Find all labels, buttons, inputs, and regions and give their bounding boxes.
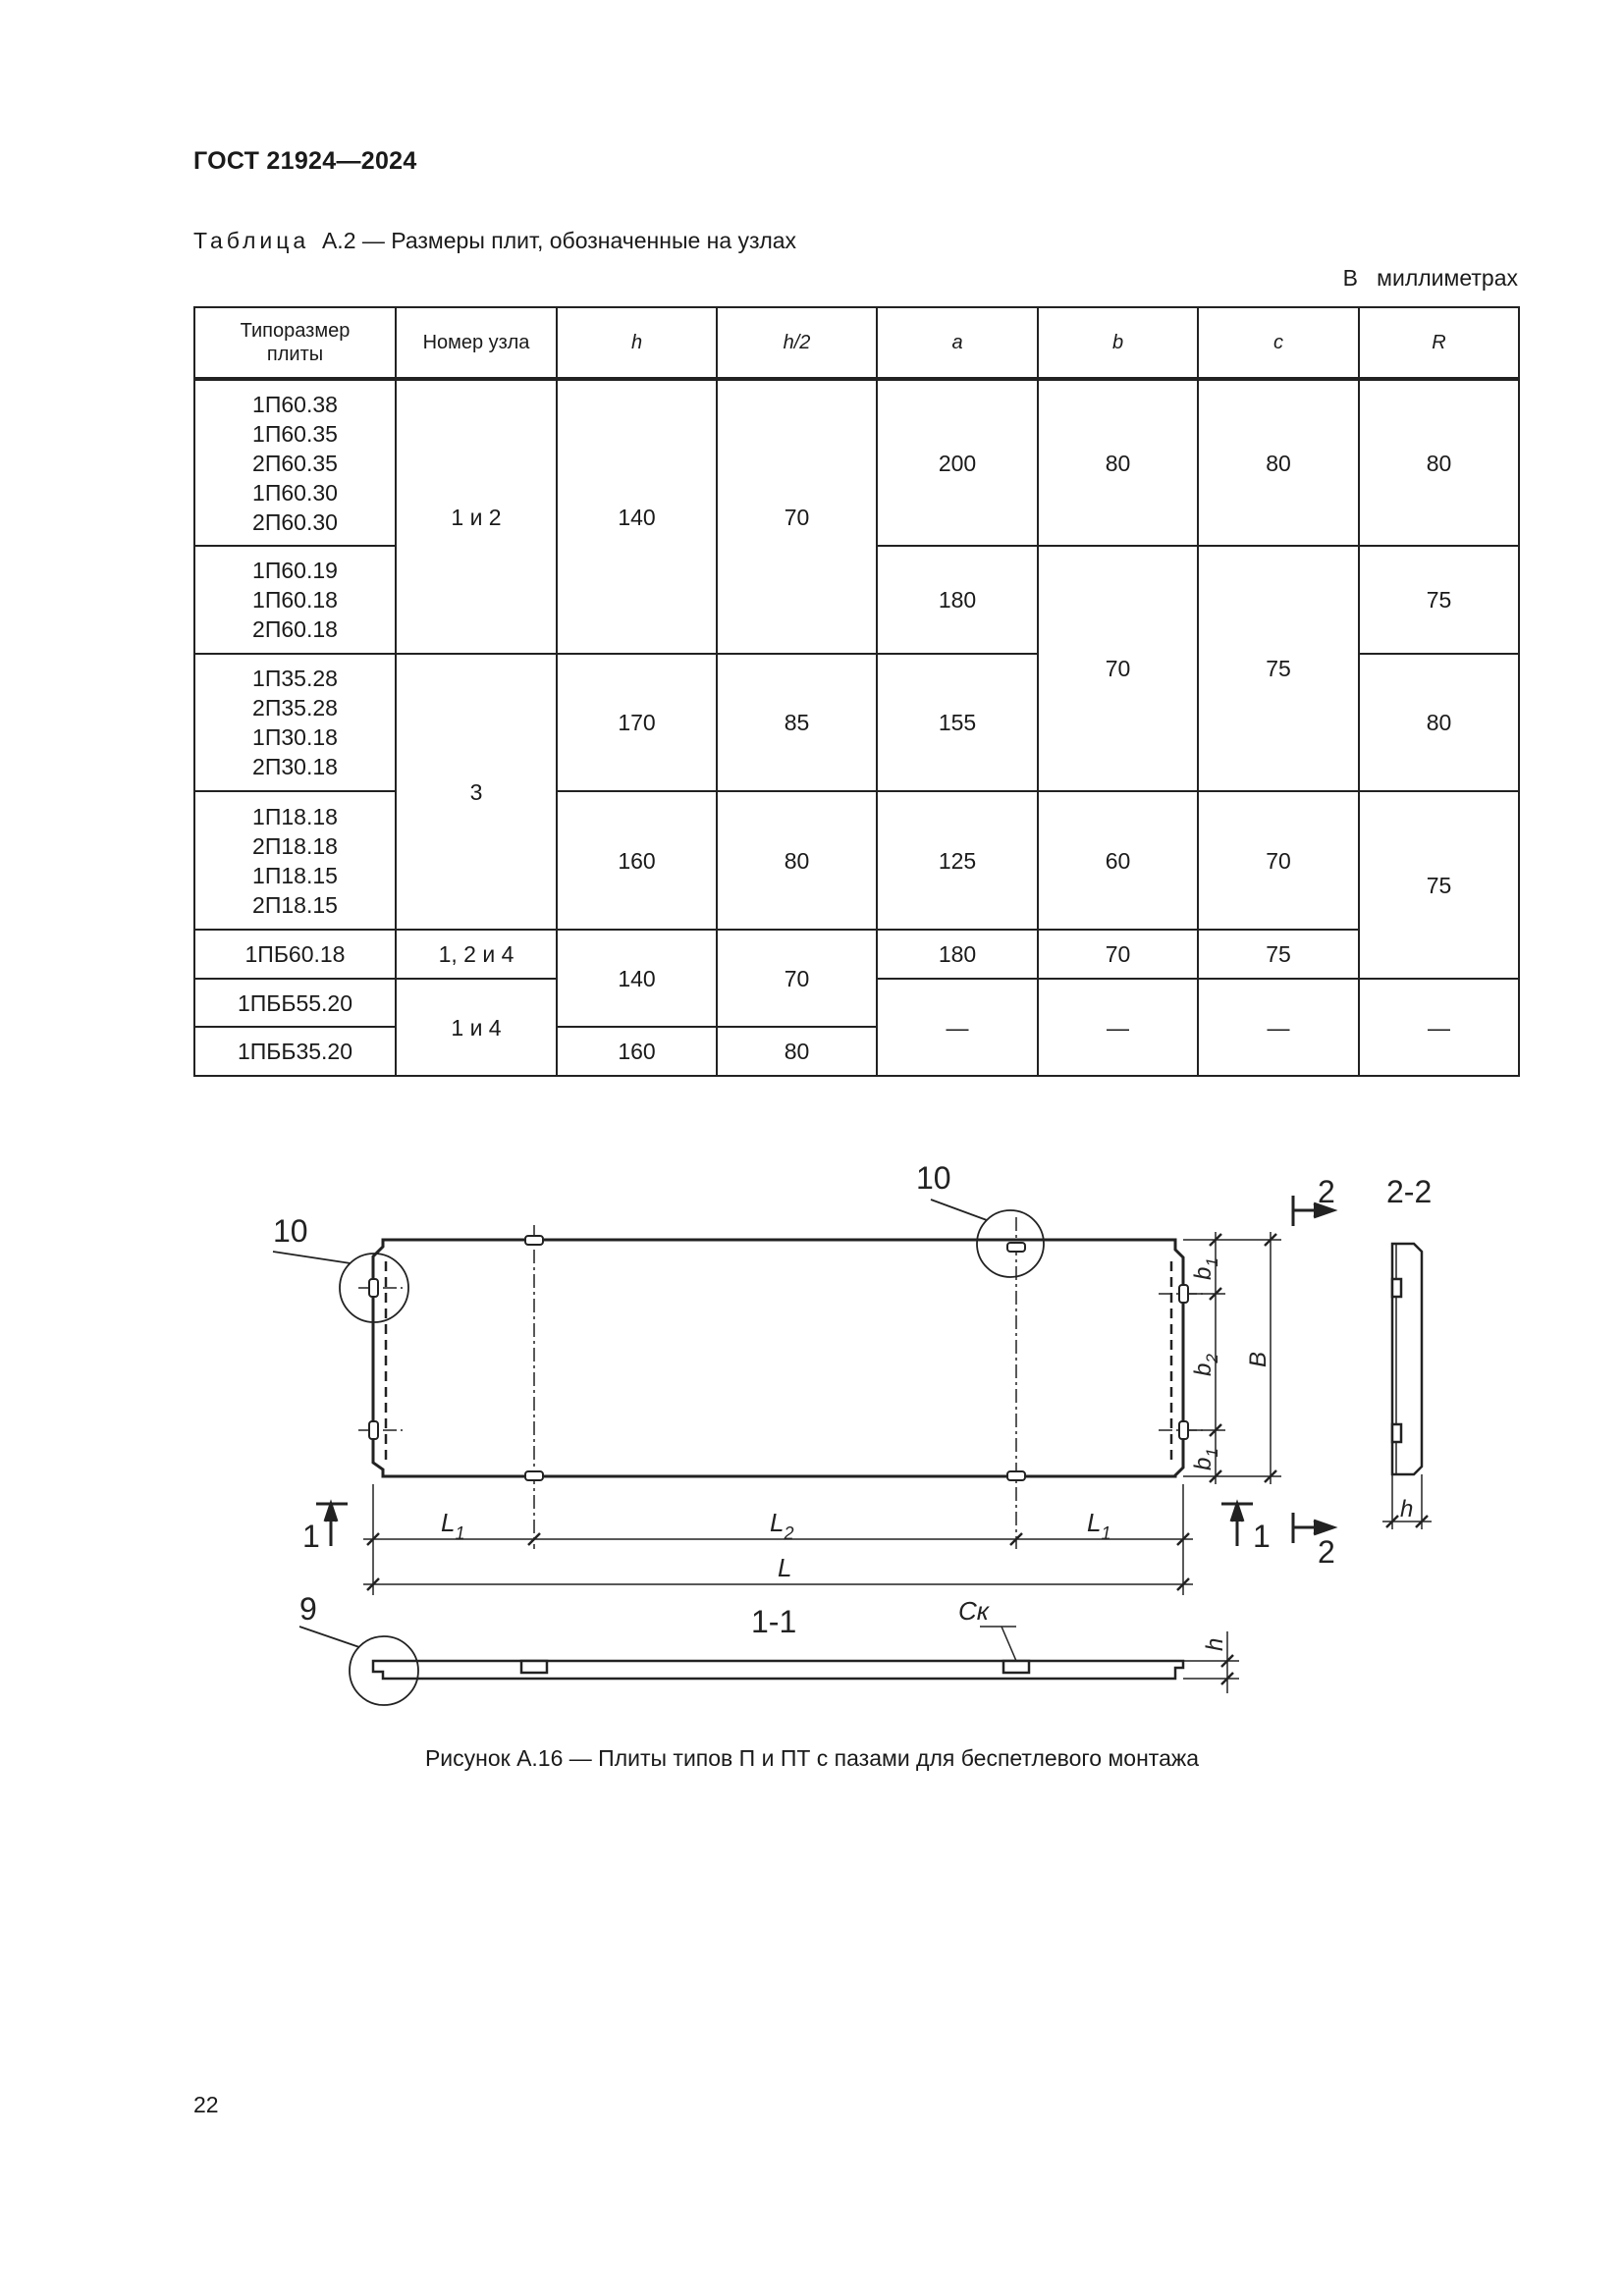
c-cell: 75 xyxy=(1198,546,1359,791)
col-header-h: h xyxy=(557,307,717,379)
b-cell: — xyxy=(1038,979,1198,1076)
cut-label-2-top: 2 xyxy=(1318,1174,1335,1209)
node-cell: 1 и 2 xyxy=(396,379,557,654)
dim-b1-top: $b_1$ xyxy=(1190,1257,1221,1280)
node-cell: 1 и 4 xyxy=(396,979,557,1076)
units-note: В миллиметрах xyxy=(1342,265,1518,291)
h-cell: 160 xyxy=(557,791,717,930)
dim-L: L xyxy=(778,1553,792,1582)
node-label-10-left: 10 xyxy=(273,1213,308,1249)
col-header-a: a xyxy=(877,307,1038,379)
h-half-cell: 85 xyxy=(717,654,877,791)
slab-grooves xyxy=(369,1236,1188,1480)
type-cell: 1П60.19 1П60.18 2П60.18 xyxy=(194,546,396,654)
document-header: ГОСТ 21924—2024 xyxy=(193,147,417,175)
a-cell: — xyxy=(877,979,1038,1076)
b-cell: 80 xyxy=(1038,379,1198,546)
dim-h-section: h xyxy=(1202,1637,1228,1651)
cut-label-1-left: 1 xyxy=(302,1519,320,1554)
type-cell: 1П35.28 2П35.28 1П30.18 2П30.18 xyxy=(194,654,396,791)
R-cell: 75 xyxy=(1359,791,1519,979)
b-cell: 70 xyxy=(1038,930,1198,979)
dim-L1-left: $L_1$ xyxy=(441,1508,465,1543)
c-cell: 70 xyxy=(1198,791,1359,930)
h-half-cell: 80 xyxy=(717,791,877,930)
cut-label-1-right: 1 xyxy=(1253,1519,1271,1554)
R-cell: 75 xyxy=(1359,546,1519,654)
c-cell: 75 xyxy=(1198,930,1359,979)
dim-h-side: h xyxy=(1400,1496,1414,1522)
col-header-b: b xyxy=(1038,307,1198,379)
c-cell: 80 xyxy=(1198,379,1359,546)
b-cell: 60 xyxy=(1038,791,1198,930)
h-half-cell: 70 xyxy=(717,930,877,1027)
dim-b1-bottom: $b_1$ xyxy=(1190,1448,1221,1470)
b-cell: 70 xyxy=(1038,546,1198,791)
col-header-R: R xyxy=(1359,307,1519,379)
h-cell: 140 xyxy=(557,930,717,1027)
h-half-cell: 80 xyxy=(717,1027,877,1076)
type-cell: 1ПБ60.18 xyxy=(194,930,396,979)
a-cell: 200 xyxy=(877,379,1038,546)
section-label-2-2: 2-2 xyxy=(1386,1174,1433,1209)
dim-L1-right: $L_1$ xyxy=(1087,1508,1111,1543)
type-cell: 1ПББ55.20 xyxy=(194,979,396,1027)
slab-dashed-edges xyxy=(386,1261,1171,1461)
a-cell: 180 xyxy=(877,930,1038,979)
R-cell: 80 xyxy=(1359,379,1519,546)
slab-plan-outline xyxy=(373,1240,1183,1476)
section-1-1-view xyxy=(373,1627,1239,1693)
h-cell: 160 xyxy=(557,1027,717,1076)
page-number: 22 xyxy=(193,2092,219,2117)
a-cell: 155 xyxy=(877,654,1038,791)
node-label-9: 9 xyxy=(299,1591,317,1627)
dim-L2: $L_2$ xyxy=(770,1508,794,1543)
c-cell: — xyxy=(1198,979,1359,1076)
node-cell: 3 xyxy=(396,654,557,930)
node-cell: 1, 2 и 4 xyxy=(396,930,557,979)
node-label-10-top: 10 xyxy=(916,1160,951,1196)
label-ck: Ск xyxy=(958,1596,990,1626)
col-header-node: Номер узла xyxy=(396,307,557,379)
section-2-2-view xyxy=(1382,1244,1432,1529)
centre-lines xyxy=(358,1217,1203,1549)
R-cell: — xyxy=(1359,979,1519,1076)
type-cell: 1ПББ35.20 xyxy=(194,1027,396,1076)
table-caption-text: А.2 — Размеры плит, обозначенные на узлах xyxy=(321,228,797,253)
col-header-c: c xyxy=(1198,307,1359,379)
table-caption-label: Таблица xyxy=(193,228,310,253)
a-cell: 180 xyxy=(877,546,1038,654)
cut-label-2-bottom: 2 xyxy=(1318,1534,1335,1570)
h-cell: 170 xyxy=(557,654,717,791)
type-cell: 1П60.38 1П60.35 2П60.35 1П60.30 2П60.30 xyxy=(194,379,396,546)
type-cell: 1П18.18 2П18.18 1П18.15 2П18.15 xyxy=(194,791,396,930)
a-cell: 125 xyxy=(877,791,1038,930)
h-half-cell: 70 xyxy=(717,379,877,654)
section-cut-marks xyxy=(316,1196,1333,1546)
col-header-type: Типоразмер плиты xyxy=(194,307,396,379)
figure-caption: Рисунок А.16 — Плиты типов П и ПТ с пазами для беспетлевого монтажа xyxy=(424,1745,1200,1771)
col-header-h-half: h/2 xyxy=(717,307,877,379)
dim-B: B xyxy=(1245,1351,1272,1367)
R-cell: 80 xyxy=(1359,654,1519,791)
h-cell: 140 xyxy=(557,379,717,654)
dim-b2: $b_2$ xyxy=(1190,1354,1221,1376)
node-callouts xyxy=(273,1200,1044,1705)
section-label-1-1: 1-1 xyxy=(751,1604,797,1639)
